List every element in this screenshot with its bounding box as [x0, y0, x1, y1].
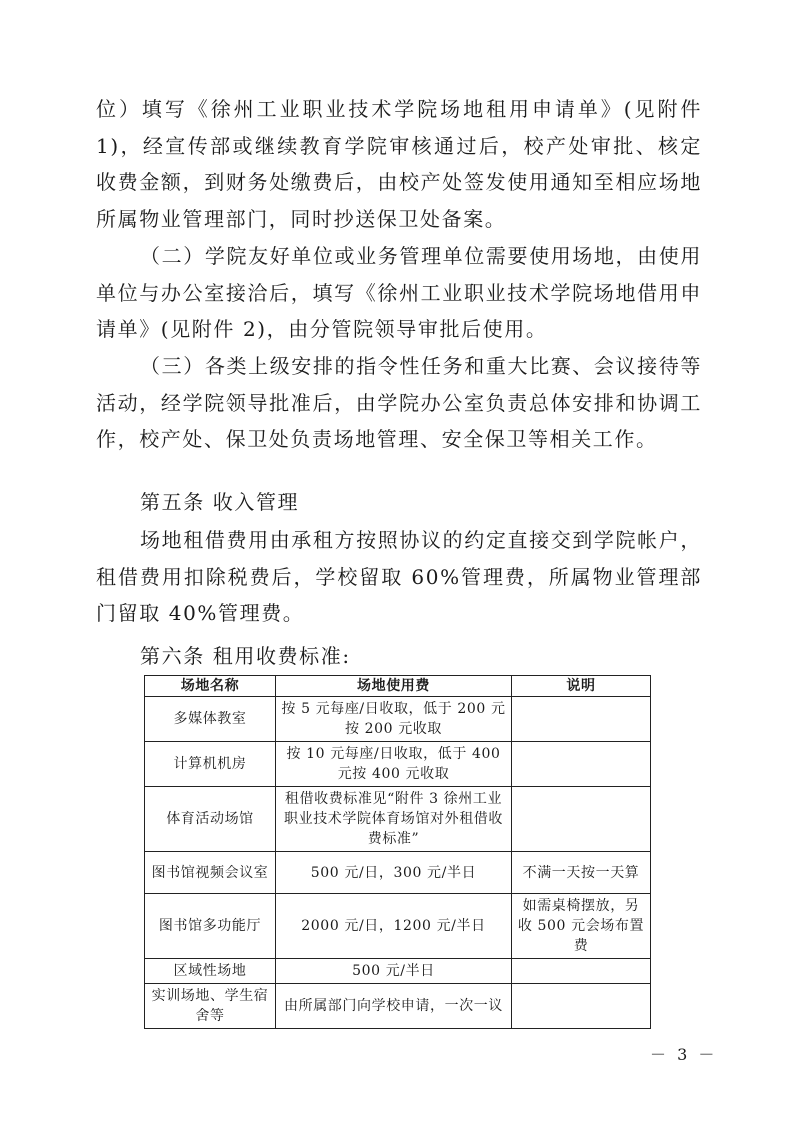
notes-cell: 如需桌椅摆放，另收 500 元会场布置费: [512, 894, 651, 959]
usage-fee-cell: 由所属部门向学校申请，一次一议: [276, 984, 512, 1029]
notes-cell: [512, 742, 651, 787]
table-row: [145, 852, 651, 894]
header-notes: 说明: [512, 676, 651, 697]
table-row: [145, 787, 651, 852]
table-row: [145, 894, 651, 959]
usage-fee-cell: 2000 元/日，1200 元/半日: [276, 894, 512, 959]
venue-name-cell: 实训场地、学生宿舍等: [145, 984, 276, 1029]
notes-cell: [512, 697, 651, 742]
notes-cell: [512, 787, 651, 852]
header-usage-fee: 场地使用费: [276, 676, 512, 697]
usage-fee-cell: 按 10 元每座/日收取，低于 400 元按 400 元收取: [276, 742, 512, 787]
usage-fee-cell: 按 5 元每座/日收取，低于 200 元按 200 元收取: [276, 697, 512, 742]
paragraph-application-process: 位）填写《徐州工业职业技术学院场地租用申请单》(见附件 1)，经宣传部或继续教育学院审核通过后，校产处审批、核定收费金额，到财务处缴费后，由校产处签发使用通知至相应场地所属物业管理部门，同时抄送保卫处备案。: [96, 97, 702, 231]
paragraph-income-management: 场地租借费用由承租方按照协议的约定直接交到学院帐户，租借费用扣除税费后，学校留取 60%管理费，所属物业管理部门留取 40%管理费。: [96, 528, 702, 625]
notes-cell: [512, 959, 651, 984]
paragraph-item-two: （二）学院友好单位或业务管理单位需要使用场地，由使用单位与办公室接洽后，填写《徐州工业职业技术学院场地借用申请单》(见附件 2)，由分管院领导审批后使用。: [96, 244, 702, 341]
table-header-row: [145, 676, 651, 697]
fee-standard-table: [144, 675, 651, 1029]
page-number: － 3 －: [650, 1045, 718, 1064]
usage-fee-cell: 租借收费标准见“附件 3 徐州工业职业技术学院体育场馆对外租借收费标准”: [276, 787, 512, 852]
venue-name-cell: 图书馆多功能厅: [145, 894, 276, 959]
venue-name-cell: 多媒体教室: [145, 697, 276, 742]
table-row: [145, 742, 651, 787]
venue-name-cell: 图书馆视频会议室: [145, 852, 276, 894]
notes-cell: [512, 984, 651, 1029]
header-venue-name: 场地名称: [145, 676, 276, 697]
usage-fee-cell: 500 元/半日: [276, 959, 512, 984]
table-row: [145, 697, 651, 742]
venue-name-cell: 体育活动场馆: [145, 787, 276, 852]
paragraph-item-three: （三）各类上级安排的指令性任务和重大比赛、会议接待等活动，经学院领导批准后，由学院办公室负责总体安排和协调工作，校产处、保卫处负责场地管理、安全保卫等相关工作。: [96, 354, 702, 451]
table-row: [145, 984, 651, 1029]
article-six-heading: 第六条 租用收费标准:: [140, 644, 351, 668]
notes-cell: 不满一天按一天算: [512, 852, 651, 894]
venue-name-cell: 区域性场地: [145, 959, 276, 984]
venue-name-cell: 计算机机房: [145, 742, 276, 787]
usage-fee-cell: 500 元/日，300 元/半日: [276, 852, 512, 894]
table-row: [145, 959, 651, 984]
article-five-heading: 第五条 收入管理: [140, 490, 300, 514]
